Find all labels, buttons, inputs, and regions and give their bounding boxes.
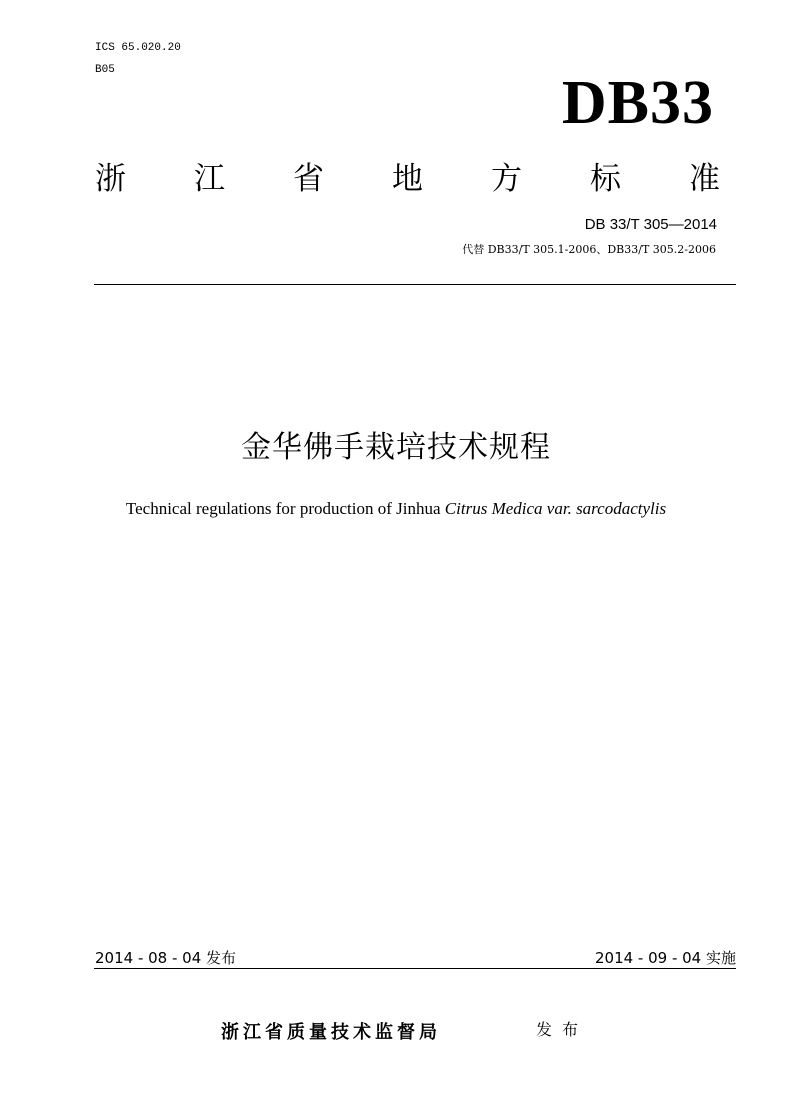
header-divider <box>94 284 736 285</box>
standard-type-heading <box>95 152 720 198</box>
standard-number: DB 33/T 305—2014 <box>584 216 717 233</box>
issuing-authority: 浙江省质量技术监督局 <box>221 1022 441 1043</box>
standard-type-char: 浙 <box>95 160 126 197</box>
standard-type-char: 江 <box>194 160 225 197</box>
standard-type-char: 标 <box>590 160 621 197</box>
title-english-text: Technical regulations for production of Jinhua <box>125 499 445 518</box>
issue-label: 发布 <box>536 1020 589 1039</box>
classification-code: B05 <box>95 64 115 76</box>
standard-type-char: 省 <box>293 160 324 197</box>
ics-code: ICS 65.020.20 <box>95 42 181 54</box>
title-chinese: 金华佛手栽培技术规程 <box>241 430 551 465</box>
standard-type-char: 方 <box>491 160 522 197</box>
publish-date: 2014 - 08 - 04 发布 <box>95 949 237 967</box>
title-english-italic: Citrus Medica var. sarcodactylis <box>444 499 667 518</box>
title-english <box>0 498 792 520</box>
implement-date: 2014 - 09 - 04 实施 <box>594 949 736 967</box>
footer-divider <box>94 968 736 969</box>
standard-type-char: 地 <box>392 160 423 197</box>
replaces-note: 代替 DB33/T 305.1-2006、DB33/T 305.2-2006 <box>462 243 716 256</box>
standard-logo: DB33 <box>561 69 714 137</box>
standard-type-char: 准 <box>689 160 720 197</box>
